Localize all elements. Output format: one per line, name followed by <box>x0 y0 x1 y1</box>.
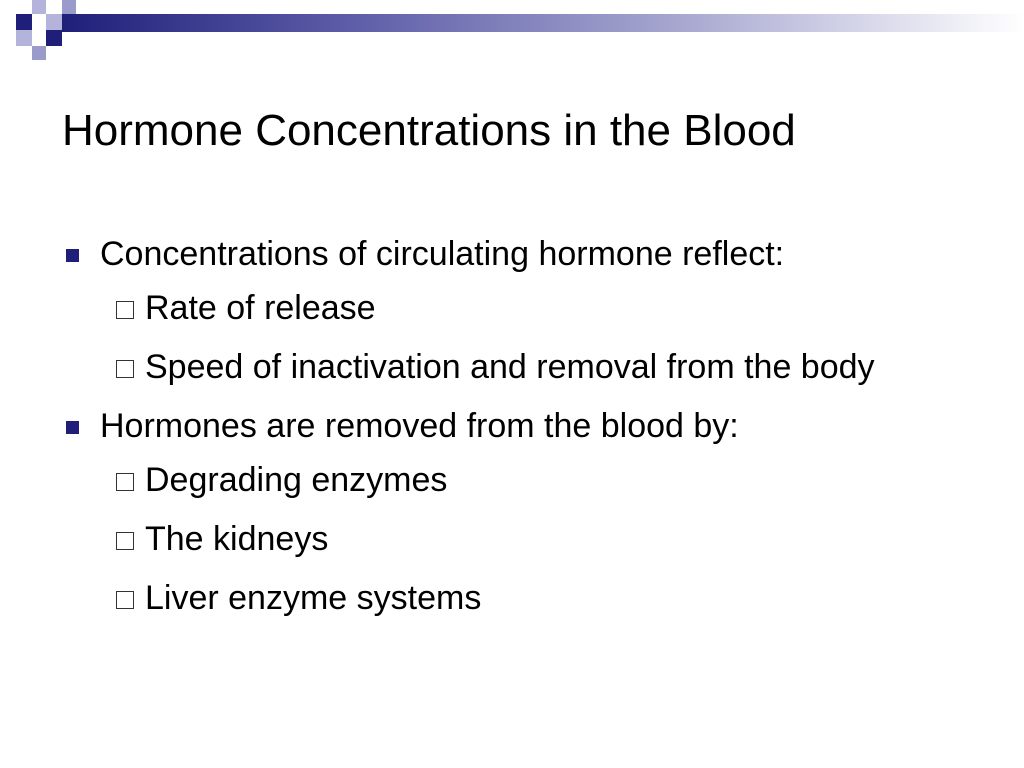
decorative-square <box>16 14 32 30</box>
bullet-text: Hormones are removed from the blood by: <box>100 407 739 445</box>
sub-bullet-item <box>62 515 935 563</box>
sub-bullet-text: Degrading enzymes <box>145 461 448 499</box>
sub-bullet-text: Rate of release <box>145 289 376 327</box>
sub-bullet-text: Liver enzyme systems <box>145 579 482 617</box>
bullet-item <box>62 230 962 278</box>
hollow-square-bullet-icon <box>116 301 134 319</box>
sub-bullet-item <box>62 343 935 391</box>
decorative-square <box>46 14 62 30</box>
hollow-square-bullet-icon <box>116 360 134 378</box>
sub-bullet-item <box>62 574 935 622</box>
header-gradient-bar <box>62 14 1024 32</box>
decorative-square <box>46 30 62 46</box>
hollow-square-bullet-icon <box>116 591 134 609</box>
square-bullet-icon <box>66 421 79 434</box>
sub-bullet-text: The kidneys <box>145 520 329 558</box>
sub-bullet-item <box>62 456 935 504</box>
bullet-item <box>62 402 962 450</box>
hollow-square-bullet-icon <box>116 532 134 550</box>
sub-bullet-text: Speed of inactivation and removal from the body <box>145 348 875 386</box>
decorative-square <box>32 46 46 60</box>
hollow-square-bullet-icon <box>116 473 134 491</box>
bullet-text: Concentrations of circulating hormone reflect: <box>100 235 785 273</box>
slide-content <box>62 230 962 633</box>
decorative-square <box>16 30 32 46</box>
sub-bullet-item <box>62 284 935 332</box>
square-bullet-icon <box>66 249 79 262</box>
slide-title: Hormone Concentrations in the Blood <box>62 106 796 155</box>
decorative-square <box>62 0 76 14</box>
decorative-square <box>32 0 46 14</box>
